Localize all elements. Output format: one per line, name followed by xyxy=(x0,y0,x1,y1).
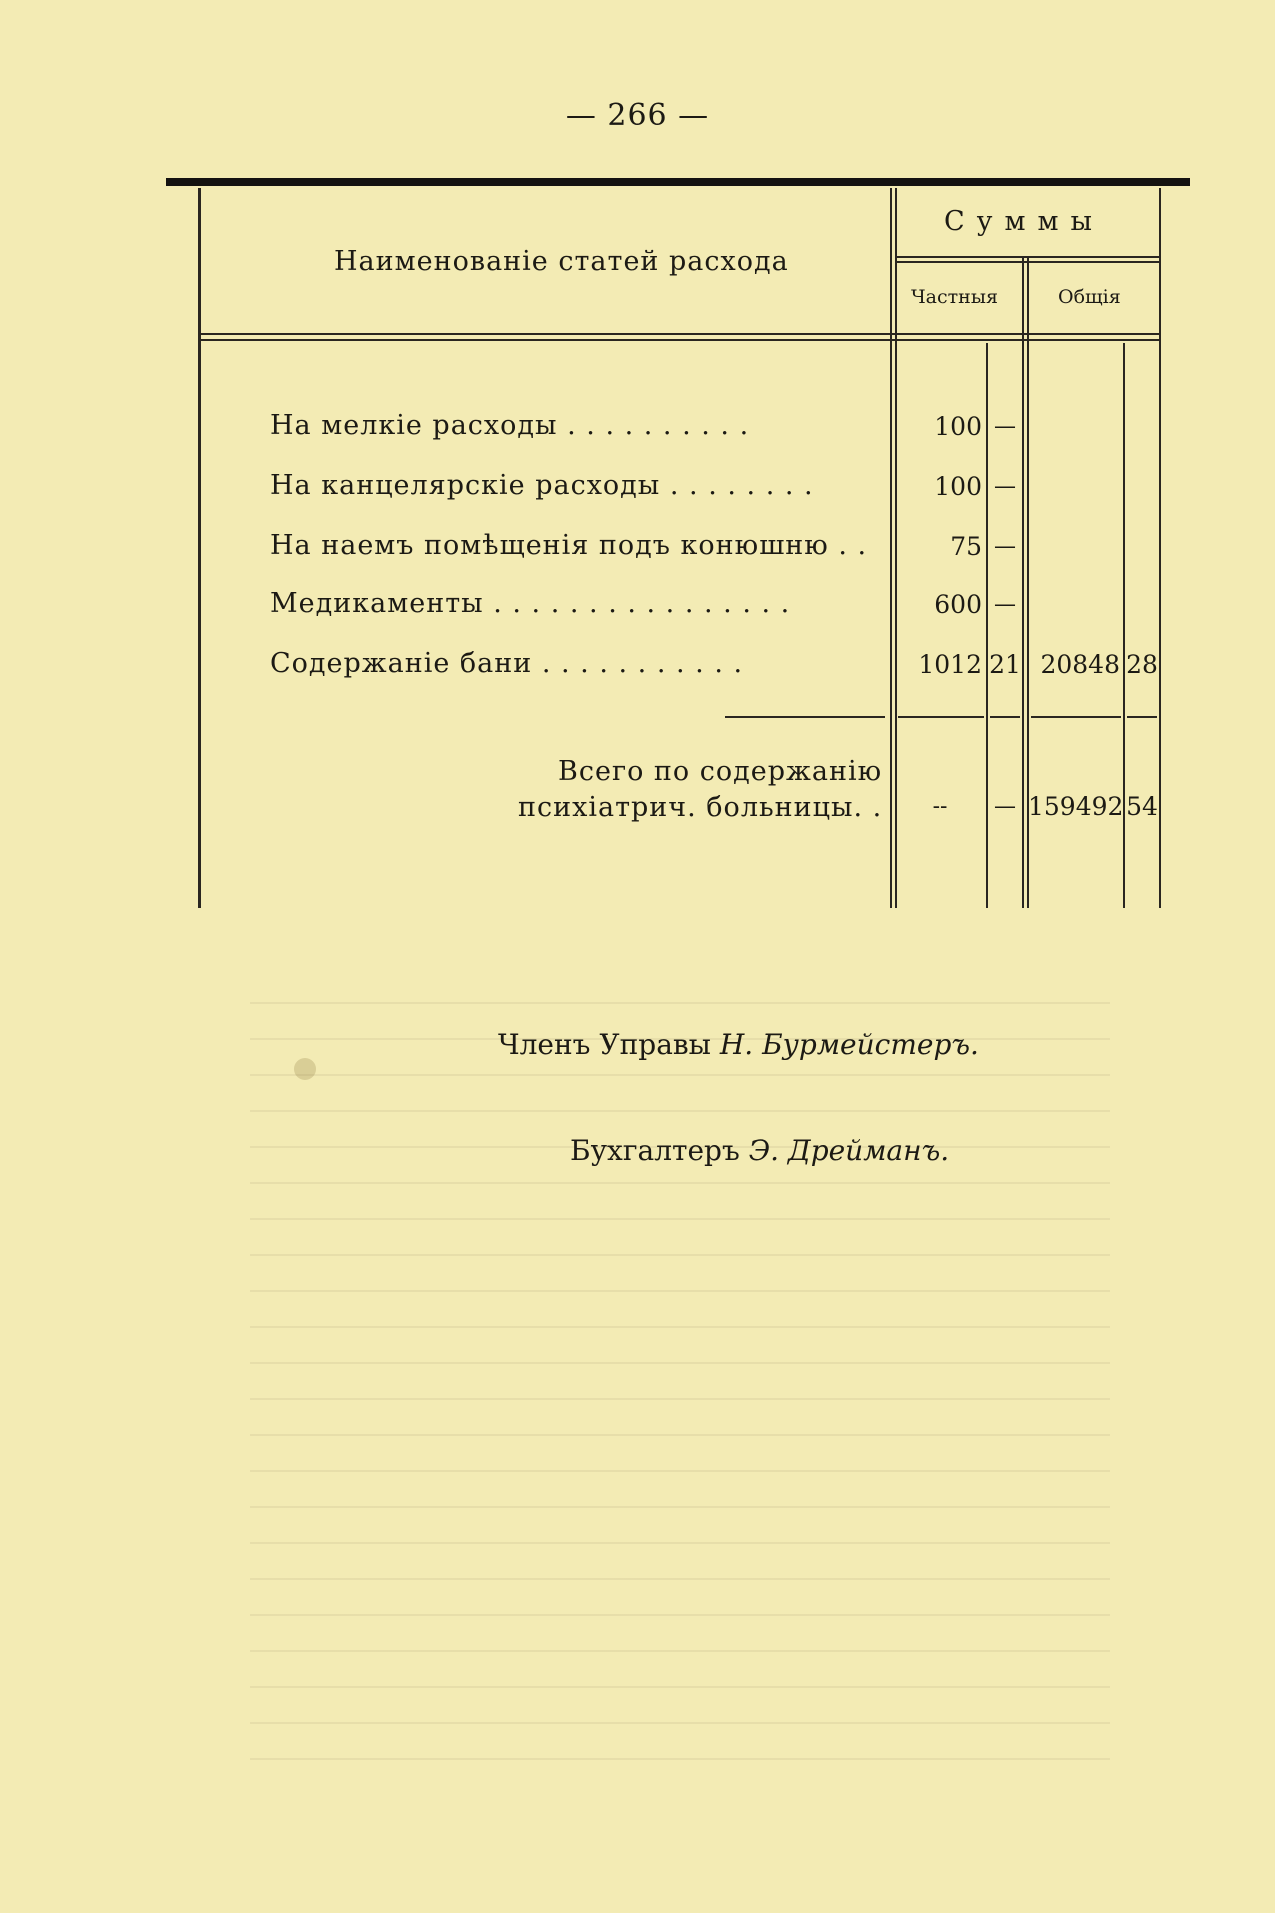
sums-divider xyxy=(895,256,1161,258)
bleed-through-texture xyxy=(250,1000,1110,1760)
row-label: На канцелярскіе расходы . . . . . . . . xyxy=(270,470,814,501)
total-private-kop: — xyxy=(994,794,1016,819)
row-label: На мелкіе расходы . . . . . . . . . . xyxy=(270,410,750,441)
row-private-rub: 1012 xyxy=(918,650,982,679)
page-number: — 266 — xyxy=(565,98,710,133)
row-private-kop: — xyxy=(994,534,1016,559)
paper-stain xyxy=(294,1058,316,1080)
table-right-border xyxy=(1159,188,1161,908)
row-label: Содержаніе бани . . . . . . . . . . . xyxy=(270,648,744,679)
signature-accountant xyxy=(570,1134,949,1167)
header-bottom-rule xyxy=(198,333,1161,335)
total-private-rub: -- xyxy=(932,794,948,819)
row-label: На наемъ помѣщенія подъ конюшню . . xyxy=(270,530,868,561)
signature-board-member xyxy=(498,1028,979,1061)
total-rule-common-kop xyxy=(1127,716,1157,718)
row-private-kop: — xyxy=(994,474,1016,499)
name-column-border xyxy=(890,188,892,908)
signature-name: Э. Дрейманъ. xyxy=(748,1134,950,1167)
header-private: Частныя xyxy=(911,286,998,308)
expense-table xyxy=(198,188,1162,908)
total-common-rub: 159492 xyxy=(1028,792,1124,821)
row-private-kop: 21 xyxy=(989,650,1021,679)
common-kop-border xyxy=(1123,343,1125,908)
total-label-line1: Всего по содержанію xyxy=(558,756,883,787)
header-common: Общія xyxy=(1058,286,1121,308)
header-sums: Суммы xyxy=(944,206,1105,237)
row-private-kop: — xyxy=(994,592,1016,617)
row-common-kop: 28 xyxy=(1126,650,1158,679)
signature-title: Бухгалтеръ xyxy=(570,1134,740,1167)
total-common-kop: 54 xyxy=(1126,792,1158,821)
row-private-rub: 75 xyxy=(950,532,982,561)
total-label-line2: психіатрич. больницы. . xyxy=(518,792,883,823)
name-column-border-2 xyxy=(895,188,897,908)
header-bottom-rule-2 xyxy=(198,339,1161,341)
sums-divider-2 xyxy=(895,261,1161,263)
row-private-rub: 100 xyxy=(934,412,982,441)
row-common-rub: 20848 xyxy=(1040,650,1120,679)
private-common-border xyxy=(1022,258,1024,908)
total-rule-private-rub xyxy=(898,716,984,718)
top-rule xyxy=(166,178,1190,186)
row-label: Медикаменты . . . . . . . . . . . . . . . . xyxy=(270,588,791,619)
row-private-kop: — xyxy=(994,414,1016,439)
total-rule-name xyxy=(725,716,885,718)
row-private-rub: 600 xyxy=(934,590,982,619)
signature-title: Членъ Управы xyxy=(498,1028,711,1061)
row-private-rub: 100 xyxy=(934,472,982,501)
header-name: Наименованіе статей расхода xyxy=(334,246,789,277)
total-rule-common-rub xyxy=(1031,716,1121,718)
table-left-border xyxy=(198,188,201,908)
total-rule-private-kop xyxy=(990,716,1020,718)
signature-name: Н. Бурмейстеръ. xyxy=(719,1028,979,1061)
